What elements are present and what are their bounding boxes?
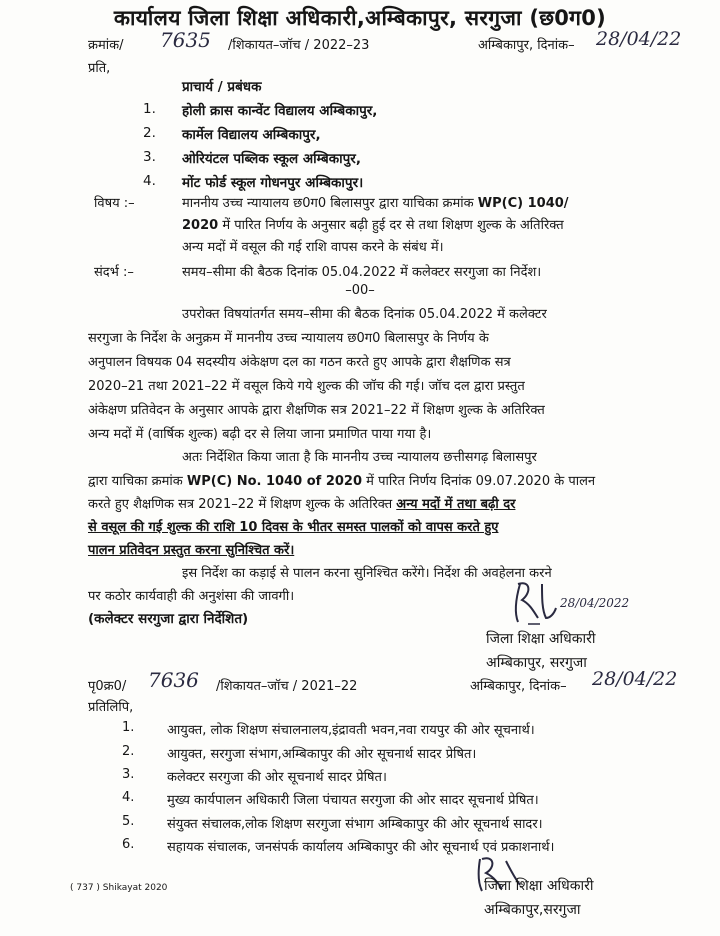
signature-date: 28/04/2022 <box>560 596 630 610</box>
subject-label: विषय :– <box>94 196 135 211</box>
subject-line-3: अन्य मदों में वसूल की गई राशि वापस करने के संबंध में। <box>182 240 444 255</box>
body-line <box>88 494 515 512</box>
recipient-name: ओरियंटल पब्लिक स्कूल अम्बिकापुर, <box>182 151 361 167</box>
copy-number: 2. <box>122 744 135 759</box>
endorsement-ref-suffix: /शिकायत–जॉच / 2021–22 <box>216 679 358 694</box>
endorsement-place-date-label: अम्बिकापुर, दिनांक– <box>470 679 567 694</box>
recipient-name: होली क्रास कान्वेंट विद्यालय अम्बिकापुर, <box>182 103 378 119</box>
collector-note: (कलेक्टर सरगुजा द्वारा निर्देशित) <box>88 611 249 627</box>
place-date-label: अम्बिकापुर, दिनांक– <box>478 38 575 53</box>
subject-text: में पारित निर्णय के अनुसार बढ़ी हुई दर से तथा शिक्षण शुल्क के अतिरिक्त <box>222 218 564 233</box>
reference-label: संदर्भ :– <box>94 265 134 280</box>
prati-label: प्रति, <box>88 61 111 76</box>
copy-item: आयुक्त, लोक शिक्षण संचालनालय,इंद्रावती भवन,नवा रायपुर की ओर सूचनार्थ। <box>167 723 535 738</box>
recipient-number: 1. <box>143 101 156 117</box>
copy-number: 4. <box>122 790 135 805</box>
officer-title-2: जिला शिक्षा अधिकारी <box>484 878 594 894</box>
body-line: अनुपालन विषयक 04 सदस्यीय अंकेक्षण दल का गठन करते हुए आपके द्वारा शैक्षणिक सत्र <box>88 355 511 370</box>
underlined-directive: से वसूल की गई शुल्क की राशि 10 दिवस के भीतर समस्त पालकों को वापस करते हुए <box>88 520 499 535</box>
recipient-name: कार्मेल विद्यालय अम्बिकापुर, <box>182 127 321 143</box>
body-line: अन्य मदों में (वार्षिक शुल्क) बढ़ी दर से लिया जाना प्रमाणित पाया गया है। <box>88 427 432 442</box>
copy-item: सहायक संचालक, जनसंपर्क कार्यालय अम्बिकापुर की ओर सूचनार्थ एवं प्रकाशनार्थ। <box>167 840 555 855</box>
date-handwritten: 28/04/22 <box>596 28 682 50</box>
endorsement-number-handwritten: 7636 <box>148 668 199 692</box>
officer-place: अम्बिकापुर, सरगुजा <box>486 655 587 671</box>
copy-number: 6. <box>122 837 135 852</box>
ref-prefix: क्रमांक/ <box>88 38 124 53</box>
officer-place-2: अम्बिकापुर,सरगुजा <box>484 902 581 918</box>
case-number: WP(C) 1040/ <box>477 196 569 211</box>
office-title: कार्यालय जिला शिक्षा अधिकारी,अम्बिकापुर, सरगुजा (छ0ग0) <box>113 6 607 30</box>
body-text: करते हुए शैक्षणिक सत्र 2021–22 में शिक्षण शुल्क के अतिरिक्त <box>88 497 393 512</box>
underlined-text: अन्य मदों में तथा बढ़ी दर <box>396 497 516 512</box>
recipient-number: 3. <box>143 149 156 165</box>
body-line: अतः निर्देशित किया जाता है कि माननीय उच्च न्यायालय छत्तीसगढ़ बिलासपुर <box>182 450 537 465</box>
separator: –00– <box>345 283 375 298</box>
recipient-number: 2. <box>143 125 156 141</box>
case-year: 2020 <box>182 218 219 233</box>
body-line: सरगुजा के निर्देश के अनुक्रम में माननीय उच्च न्यायालय छ0ग0 बिलासपुर के निर्णय के <box>88 331 489 346</box>
body-text: द्वारा याचिका क्रमांक <box>88 474 183 489</box>
body-line: अंकेक्षण प्रतिवेदन के अनुसार आपके द्वारा शैक्षणिक सत्र 2021–22 में शिक्षण शुल्क के अतिरिक्त <box>88 403 545 418</box>
copy-item: संयुक्त संचालक,लोक शिक्षण सरगुजा संभाग अम्बिकापुर की ओर सूचनार्थ सादर। <box>167 817 543 832</box>
copy-number: 3. <box>122 767 135 782</box>
copy-item: मुख्य कार्यपालन अधिकारी जिला पंचायत सरगुजा की ओर सादर सूचनार्थ प्रेषित। <box>167 793 539 808</box>
subject-line-1 <box>182 193 569 211</box>
body-text: में पारित निर्णय दिनांक 09.07.2020 के पालन <box>366 474 596 489</box>
recipients-heading: प्राचार्य / प्रबंधक <box>182 79 262 95</box>
copy-number: 5. <box>122 814 135 829</box>
reference-text: समय–सीमा की बैठक दिनांक 05.04.2022 में कलेक्टर सरगुजा का निर्देश। <box>182 265 542 280</box>
copy-number: 1. <box>122 720 135 735</box>
copy-item: आयुक्त, सरगुजा संभाग,अम्बिकापुर की ओर सूचनार्थ सादर प्रेषित। <box>167 747 477 762</box>
subject-text: माननीय उच्च न्यायालय छ0ग0 बिलासपुर द्वारा याचिका क्रमांक <box>182 196 474 211</box>
copy-label: प्रतिलिपि, <box>88 700 134 715</box>
subject-line-2 <box>182 215 564 233</box>
recipient-number: 4. <box>143 173 156 189</box>
endorsement-ref-prefix: पृ0क्र0/ <box>88 679 127 694</box>
copy-item: कलेक्टर सरगुजा की ओर सूचनार्थ सादर प्रेषित। <box>167 770 387 785</box>
body-line <box>88 471 595 489</box>
recipient-name: मोंट फोर्ड स्कूल गोधनपुर अम्बिकापुर। <box>182 175 364 191</box>
officer-title: जिला शिक्षा अधिकारी <box>486 631 596 647</box>
body-line: इस निर्देश का कड़ाई से पालन करना सुनिश्चित करेंगे। निर्देश की अवहेलना करने <box>182 566 552 581</box>
case-number-bold: WP(C) No. 1040 of 2020 <box>186 474 363 489</box>
endorsement-date-handwritten: 28/04/22 <box>592 668 678 690</box>
body-line: उपरोक्त विषयांतर्गत समय–सीमा की बैठक दिनांक 05.04.2022 में कलेक्टर <box>182 307 547 322</box>
body-line: 2020–21 तथा 2021–22 में वसूल किये गये शुल्क की जॉच की गई। जॉच दल द्वारा प्रस्तुत <box>88 379 525 394</box>
footer-code: ( 737 ) Shikayat 2020 <box>70 883 168 893</box>
underlined-directive: पालन प्रतिवेदन प्रस्तुत करना सुनिश्चित करें। <box>88 543 295 558</box>
ref-number-handwritten: 7635 <box>160 28 211 52</box>
body-line: पर कठोर कार्यवाही की अनुशंसा की जावगी। <box>88 589 295 604</box>
ref-suffix: /शिकायत–जॉच / 2022–23 <box>228 38 370 53</box>
